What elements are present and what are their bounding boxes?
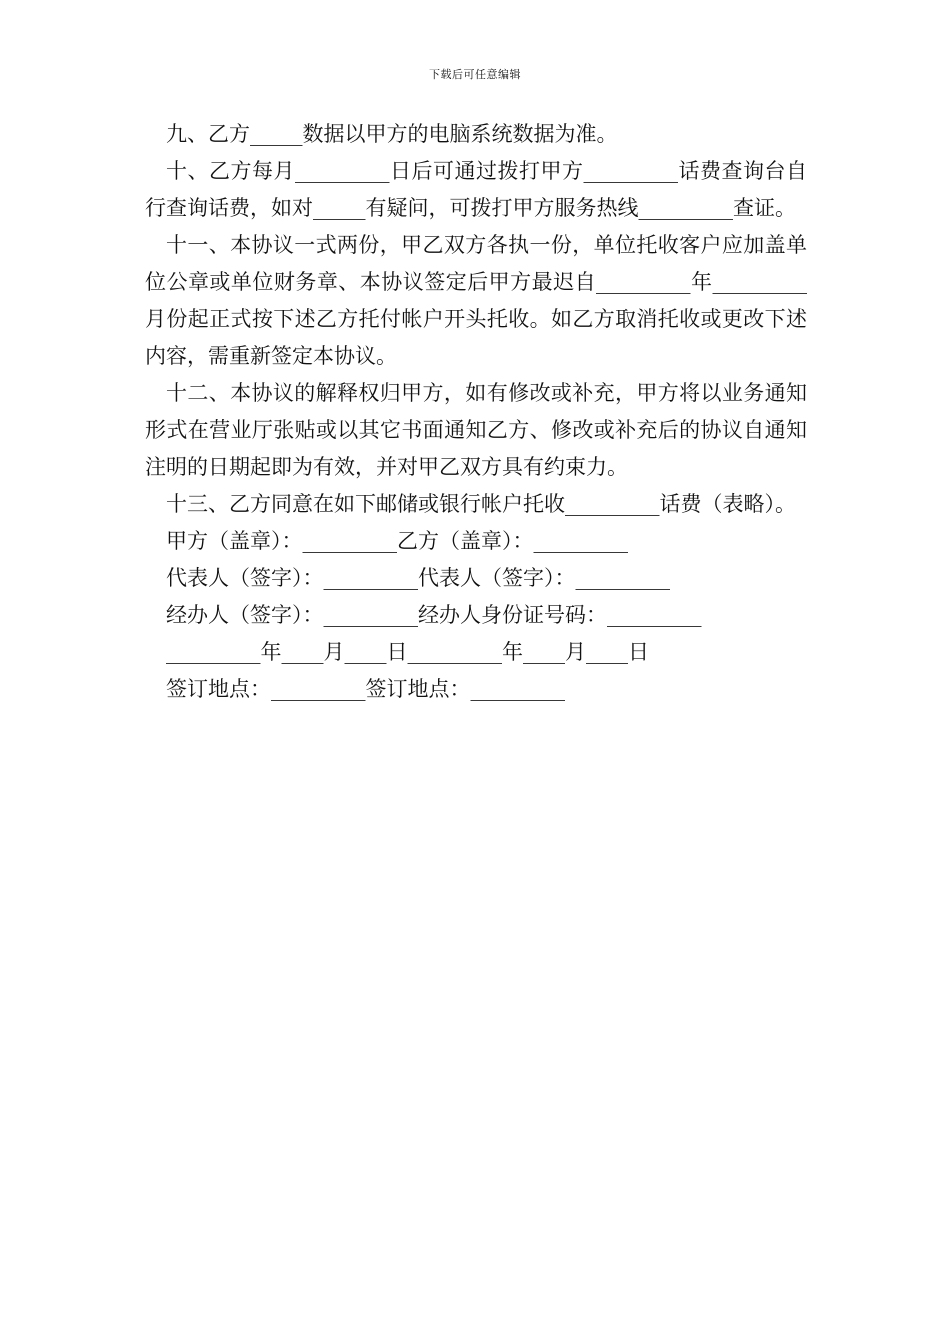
clause-10: 十、乙方每月_________日后可通过拨打甲方_________话费查询台自行查询话费，如对_____有疑问，可拨打甲方服务热线_________查证。	[145, 159, 807, 220]
signature-date-line: _________年____月____日_________年____月____日	[166, 640, 649, 664]
clause-13: 十三、乙方同意在如下邮储或银行帐户托收_________话费（表略）。	[166, 492, 796, 516]
clause-12: 十二、本协议的解释权归甲方，如有修改或补充，甲方将以业务通知形式在营业厅张贴或以其它书面通知乙方、修改或补充后的协议自通知注明的日期起即为有效，并对甲乙双方具有约束力。	[145, 381, 807, 479]
signature-seal-line: 甲方（盖章）：_________乙方（盖章）：_________	[166, 529, 628, 553]
clause-11: 十一、本协议一式两份，甲乙双方各执一份，单位托收客户应加盖单位公章或单位财务章、本协议签定后甲方最迟自_________年_________月份起正式按下述乙方托付帐户开头托收。如乙方取消托收或更改下述内容，需重新签定本协议。	[145, 233, 807, 368]
signature-location-line: 签订地点：_________签订地点：_________	[166, 677, 565, 701]
signature-handler-line: 经办人（签字）：_________经办人身份证号码：_________	[166, 603, 702, 627]
document-body	[145, 116, 807, 708]
signature-representative-line: 代表人（签字）：_________代表人（签字）：_________	[166, 566, 670, 590]
clause-9: 九、乙方_____数据以甲方的电脑系统数据为准。	[166, 122, 618, 146]
page-header: 下载后可任意编辑	[429, 68, 521, 81]
